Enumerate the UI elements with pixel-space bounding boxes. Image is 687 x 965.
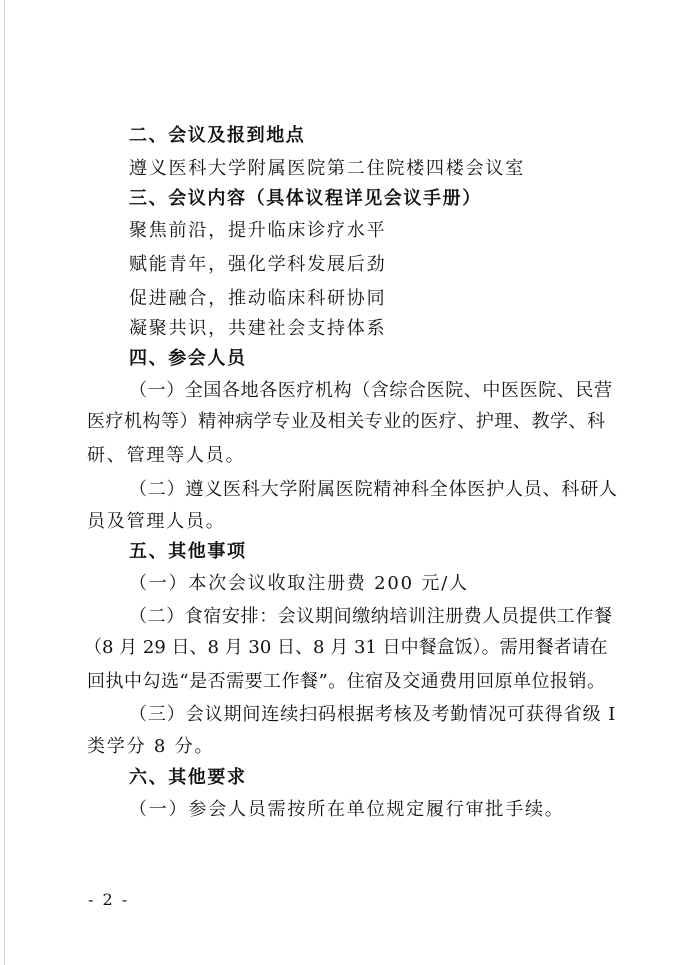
page-number: - 2 - bbox=[88, 890, 130, 909]
other-matters-item2-line2: （8 月 29 日、8 月 30 日、8 月 31 日中餐盒饭）。需用餐者请在 bbox=[84, 637, 608, 658]
content-item-2: 赋能青年，强化学科发展后劲 bbox=[129, 254, 387, 275]
other-matters-item3-line1: （三）会议期间连续扫码根据考核及考勤情况可获得省级 I bbox=[129, 704, 617, 725]
participants-item2-line2: 员及管理人员。 bbox=[87, 511, 226, 532]
other-matters-item2-line3: 回执中勾选“是否需要工作餐”。住宿及交通费用回原单位报销。 bbox=[87, 671, 605, 692]
section-heading-content: 三、会议内容（具体议程详见会议手册） bbox=[129, 188, 482, 209]
other-matters-item2-line1: （二）食宿安排：会议期间缴纳培训注册费人员提供工作餐 bbox=[129, 606, 613, 627]
participants-item1-line2: 医疗机构等）精神病学专业及相关专业的医疗、护理、教学、科 bbox=[87, 411, 605, 432]
scan-page-edge bbox=[4, 0, 5, 965]
other-matters-item1: （一）本次会议收取注册费 200 元/人 bbox=[129, 573, 469, 594]
section-heading-participants: 四、参会人员 bbox=[129, 348, 247, 369]
content-item-1: 聚焦前沿，提升临床诊疗水平 bbox=[129, 220, 387, 241]
content-item-3: 促进融合，推动临床科研协同 bbox=[129, 288, 387, 309]
other-requirements-item1: （一）参会人员需按所在单位规定履行审批手续。 bbox=[129, 799, 565, 820]
venue-text: 遵义医科大学附属医院第二住院楼四楼会议室 bbox=[129, 158, 525, 179]
section-heading-other-matters: 五、其他事项 bbox=[129, 541, 247, 562]
participants-item2-line1: （二）遵义医科大学附属医院精神科全体医护人员、科研人 bbox=[129, 479, 618, 500]
participants-item1-line1: （一）全国各地各医疗机构（含综合医院、中医医院、民营 bbox=[129, 380, 613, 401]
section-heading-venue: 二、会议及报到地点 bbox=[129, 125, 306, 146]
other-matters-item3-line2: 类学分 8 分。 bbox=[87, 736, 215, 757]
participants-item1-line3: 研、管理等人员。 bbox=[87, 445, 246, 466]
content-item-4: 凝聚共识，共建社会支持体系 bbox=[129, 318, 387, 339]
section-heading-other-requirements: 六、其他要求 bbox=[129, 767, 247, 788]
